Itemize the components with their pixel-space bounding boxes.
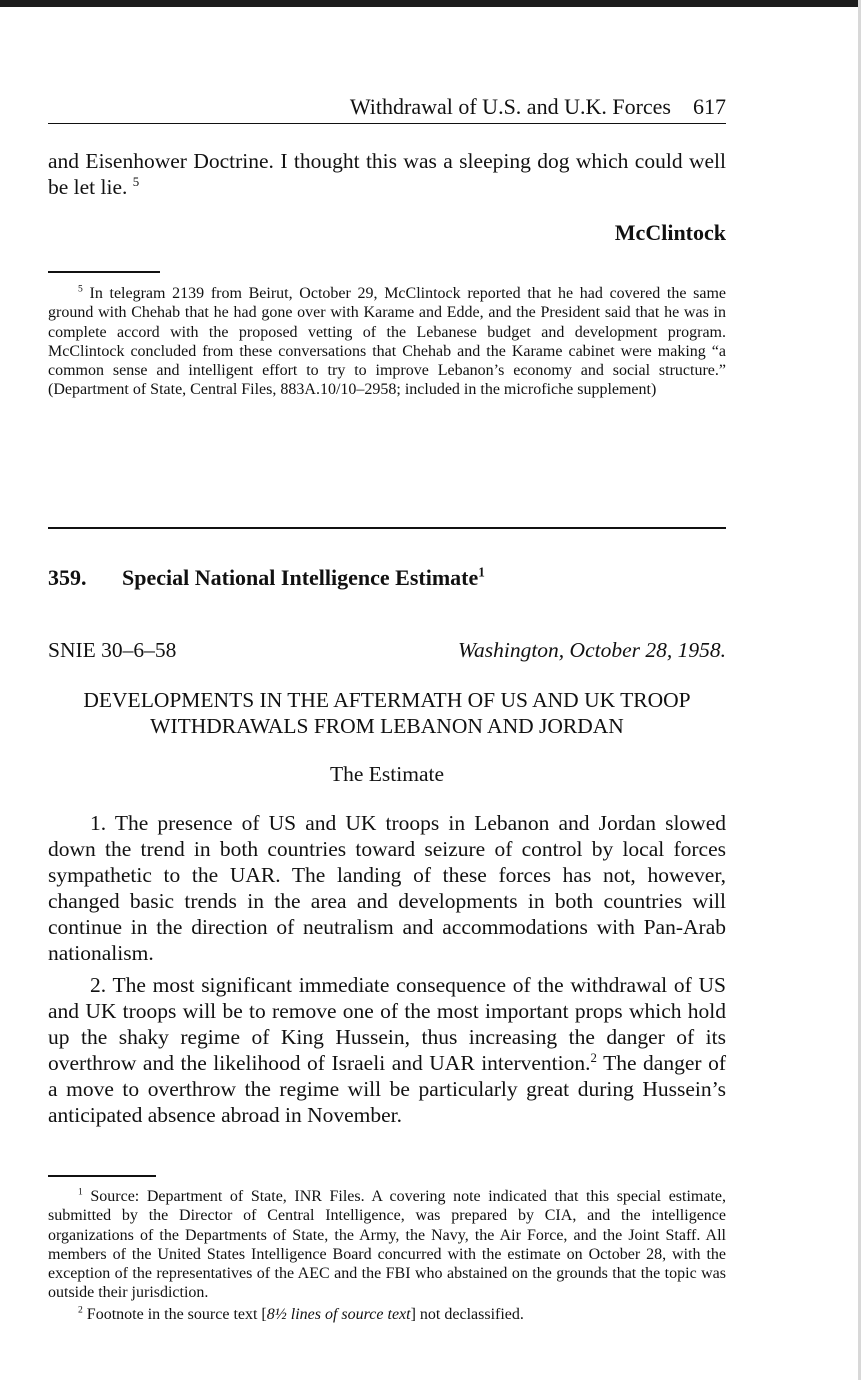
estimate-heading	[48, 687, 726, 739]
footnote-2-text-after: ] not declassified.	[410, 1306, 524, 1323]
document-heading	[48, 565, 485, 591]
estimate-subheading: The Estimate	[329, 762, 445, 786]
footnote-5-marker: 5	[78, 283, 83, 295]
document-title: Special National Intelligence Estimate	[122, 565, 479, 590]
document-meta	[48, 638, 726, 663]
document-place-date: Washington, October 28, 1958.	[458, 638, 726, 662]
footnote-5	[48, 284, 726, 400]
footnote-ref-5: 5	[132, 174, 140, 189]
document-number: 359.	[48, 565, 87, 590]
carryover-text: and Eisenhower Doctrine. I thought this was a sleeping dog which could well be let lie.	[48, 149, 726, 199]
footnote-rule-2	[48, 1175, 156, 1177]
paragraph-1-text: 1. The presence of US and UK troops in Lebanon and Jordan slowed down the trend in both countries toward seizure of control by local forces sympathetic to the UAR. The landing of these forces has not, however, changed basic trends in the area and developments in both countries will continue in the direction of neutralism and accommodations with Pan-Arab nationalism.	[48, 811, 726, 965]
section-divider	[48, 527, 726, 529]
paragraph-2-text-b: The danger of a move to overthrow the regime will be particularly great during Hussein’s anticipated absence abroad in November.	[48, 1051, 726, 1127]
paragraph-2-text-a: 2. The most significant immediate consequence of the withdrawal of US and UK troops will be to remove one of the most important props which hold up the shaky regime of King Hussein, thus increasing the danger of its overthrow and the likelihood of Israeli and UAR intervention.	[48, 973, 726, 1075]
footnote-1-marker: 1	[78, 1186, 83, 1198]
signature: McClintock	[614, 220, 726, 245]
footnote-2-text-italic: 8½ lines of source text	[266, 1306, 411, 1323]
running-head-title: Withdrawal of U.S. and U.K. Forces	[349, 94, 671, 119]
footnote-5-text: In telegram 2139 from Beirut, October 29, McClintock reported that he had covered the same ground with Chehab that he had gone over with Karame and Edde, and the President said that he was in complete accord with the proposed vetting of the Lebanese budget and development program. McClintock concluded from these conversations that Chehab and the Karame cabinet were making “a common sense and intelligent effort to try to improve Lebanon’s economy and social structure.” (Department of State, Central Files, 883A.10/10–2958; included in the microfiche supplement)	[48, 285, 726, 399]
running-head	[48, 93, 726, 124]
footnote-2-marker: 2	[78, 1304, 83, 1316]
footnote-2	[48, 1305, 726, 1324]
footnote-1-text: Source: Department of State, INR Files. A covering note indicated that this special estimate, submitted by the Director of Central Intelligence, was prepared by CIA, and the intelligence organizations of the Departments of State, the Army, the Navy, the Air Force, and the Joint Staff. All members of the United States Intelligence Board concurred with the estimate on October 28, with the exception of the representatives of the AEC and the FBI who abstained on the grounds that the topic was outside their jurisdiction.	[48, 1188, 727, 1302]
footnote-1	[48, 1187, 726, 1303]
estimate-heading-line-2: WITHDRAWALS FROM LEBANON AND JORDAN	[150, 714, 624, 738]
page-top-edge	[0, 0, 861, 7]
estimate-paragraph-1	[48, 810, 726, 966]
estimate-paragraph-2	[48, 972, 726, 1128]
footnote-rule	[48, 271, 160, 273]
page-number: 617	[693, 94, 726, 119]
footnote-ref-1: 1	[478, 564, 485, 580]
carryover-paragraph	[48, 148, 726, 200]
footnote-2-text-before: Footnote in the source text [	[86, 1306, 267, 1323]
footnote-ref-2: 2	[590, 1050, 597, 1065]
document-id: SNIE 30–6–58	[48, 638, 177, 662]
estimate-heading-line-1: DEVELOPMENTS IN THE AFTERMATH OF US AND UK TROOP	[83, 688, 691, 712]
